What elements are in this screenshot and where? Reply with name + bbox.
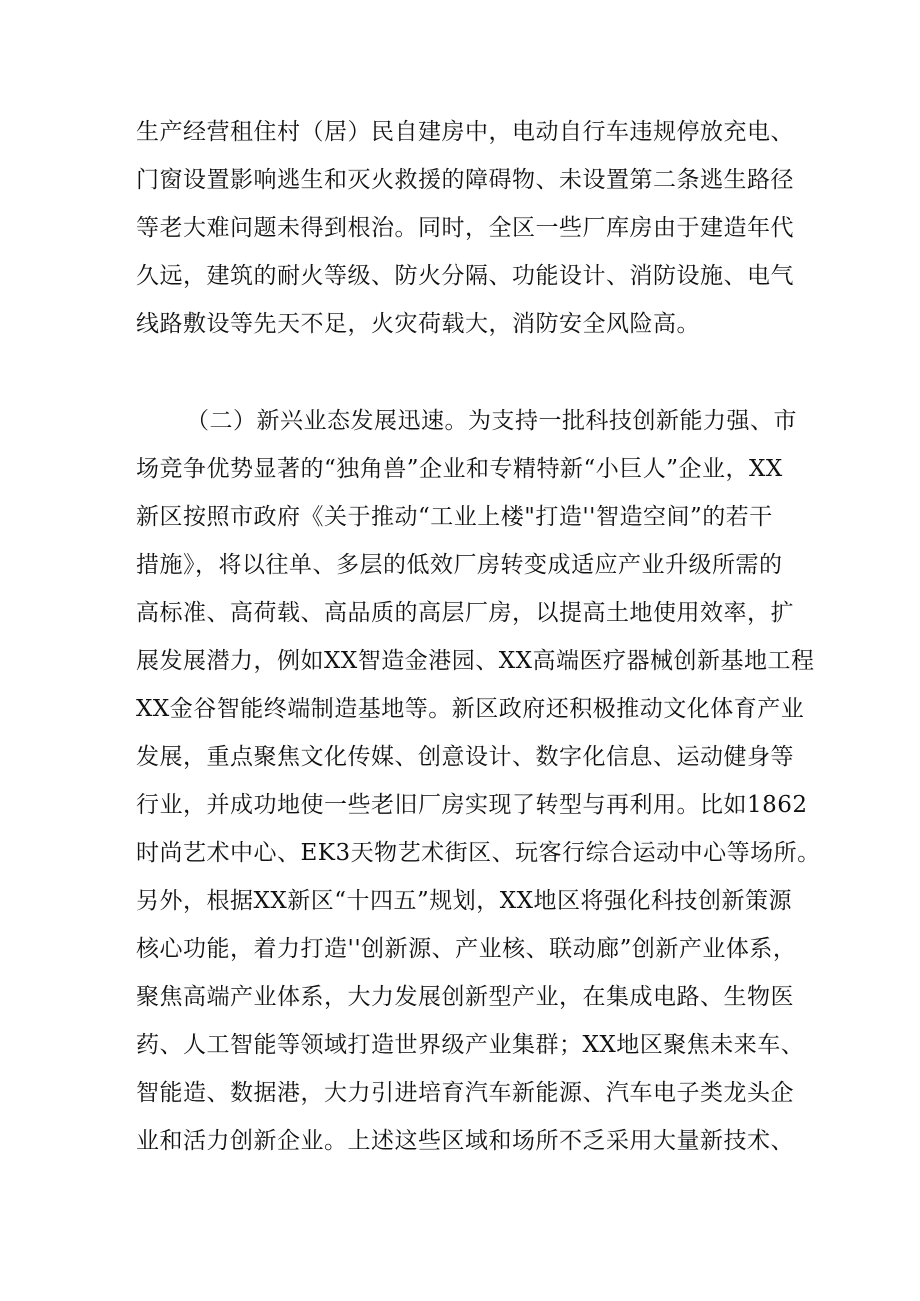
paragraph-line: 发展，重点聚焦文化传媒、创意设计、数字化信息、运动健身等	[136, 744, 794, 770]
paragraph-line: 高标准、高荷载、高品质的高层厂房，以提高土地使用效率，扩	[136, 600, 794, 626]
paragraph-line: 智能造、数据港，大力引进培育汽车新能源、汽车电子类龙头企	[136, 1080, 794, 1106]
paragraph-line: 展发展潜力，例如XX智造金港园、XX高端医疗器械创新基地工程	[136, 648, 815, 674]
paragraph-line: 行业，并成功地使一些老旧厂房实现了转型与再利用。比如1862	[136, 792, 808, 818]
paragraph-line: 生产经营租住村（居）民自建房中，电动自行车违规停放充电、	[136, 119, 794, 145]
paragraph-line: 线路敷设等先天不足，火灾荷载大，消防安全风险高。	[136, 311, 700, 337]
paragraph-line: 久远，建筑的耐火等级、防火分隔、功能设计、消防设施、电气	[136, 263, 794, 289]
paragraph-line: 聚焦高端产业体系，大力发展创新型产业，在集成电路、生物医	[136, 984, 794, 1010]
paragraph-line: 等老大难问题未得到根治。同时，全区一些厂库房由于建造年代	[136, 215, 794, 241]
paragraph-line: 新区按照市政府《关于推动“工业上楼"打造''智造空间”的若干	[136, 504, 773, 530]
paragraph-line: 场竞争优势显著的“独角兽”企业和专精特新“小巨人”企业，XX	[136, 456, 783, 482]
paragraph-line: 业和活力创新企业。上述这些区域和场所不乏采用大量新技术、	[136, 1128, 794, 1154]
paragraph-line: （二）新兴业态发展迅速。为支持一批科技创新能力强、市	[186, 408, 797, 434]
paragraph-line: 药、人工智能等领域打造世界级产业集群；XX地区聚焦未来车、	[136, 1032, 805, 1058]
paragraph-line: 门窗设置影响逃生和灭火救援的障碍物、未设置第二条逃生路径	[136, 167, 794, 193]
paragraph-line: 核心功能，着力打造''创新源、产业核、联动廊”创新产业体系，	[136, 936, 797, 962]
paragraph-line: 另外，根据XX新区“十四五”规划，XX地区将强化科技创新策源	[136, 888, 793, 914]
paragraph-line: 措施》，将以往单、多层的低效厂房转变成适应产业升级所需的	[136, 552, 783, 578]
paragraph-line: 时尚艺术中心、EK3天物艺术街区、玩客行综合运动中心等场所。	[136, 840, 821, 866]
paragraph-line: XX金谷智能终端制造基地等。新区政府还积极推动文化体育产业	[136, 696, 805, 722]
